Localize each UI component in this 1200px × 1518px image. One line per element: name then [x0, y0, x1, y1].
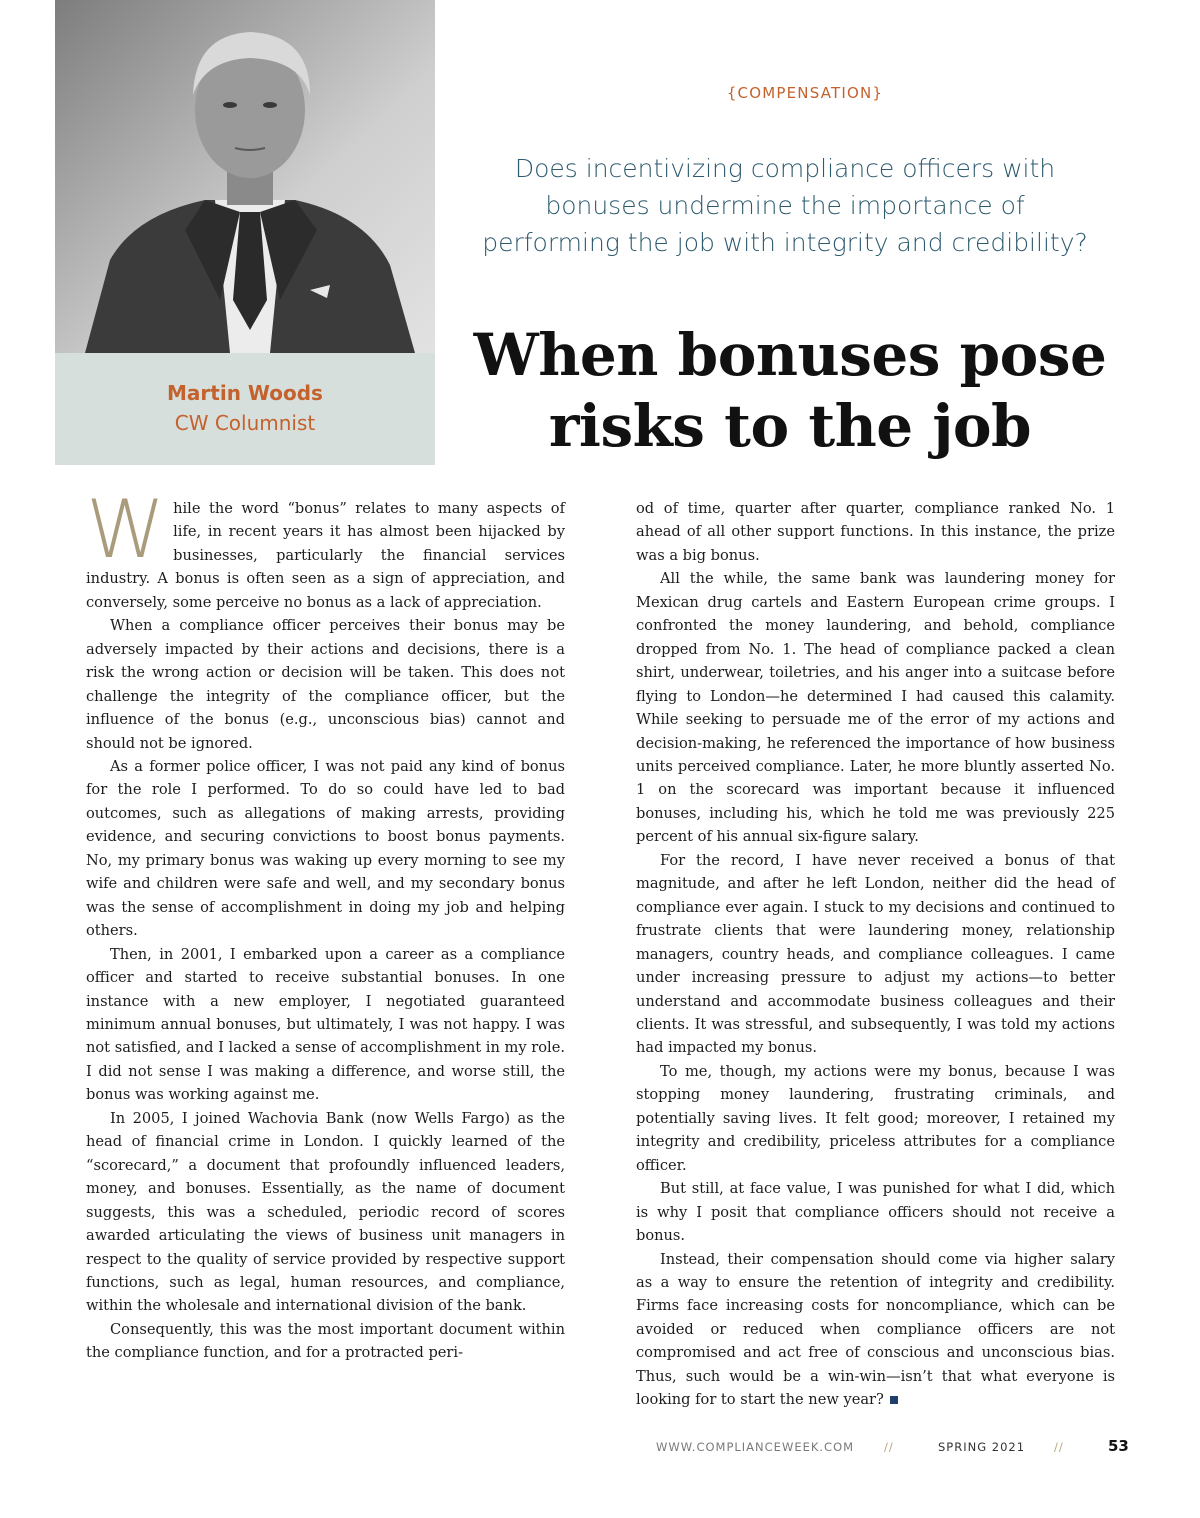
footer-separator: //	[1054, 1440, 1064, 1454]
article-paragraph: Then, in 2001, I embarked upon a career as a compliance officer and started to receive substantial bonuses. In one instance with a new employer, I negotiated guaranteed minimum annual bonuses, but ultimately, I was not happy. I was not satisfied, and I lacked a sense of accomplishment in my role. I did not sense I was making a difference, and worse still, the bonus was working against me.	[86, 945, 565, 1104]
article-paragraph	[636, 1248, 1115, 1412]
article-paragraph: All the while, the same bank was laundering money for Mexican drug cartels and Eastern European crime groups. I confronted the money laundering, and behold, compliance dropped from No. 1. The head of compliance packed a clean shirt, underwear, toiletries, and his anger into a suitcase before flying to London—he determined I had caused this calamity. While seeking to persuade me of the error of my actions and decision-making, he referenced the importance of how business units perceived compliance. Later, he more bluntly asserted No. 1 on the scorecard was important because it influenced bonuses, including his, which he told me was previously 225 percent of his annual six-figure salary.	[636, 570, 1115, 846]
article-paragraph: When a compliance officer perceives their bonus may be adversely impacted by their actions and decisions, there is a risk the wrong action or decision will be taken. This does not challenge the integrity of the compliance officer, but the influence of the bonus (e.g., unconscious bias) cannot and should not be ignored.	[86, 617, 565, 752]
headline-line-1: When bonuses pose	[473, 321, 1107, 389]
drop-cap: W	[86, 483, 166, 576]
byline-box	[55, 353, 435, 465]
headline-line-2: risks to the job	[548, 392, 1032, 460]
footer-issue: SPRING 2021	[938, 1440, 1026, 1454]
article-paragraph: In 2005, I joined Wachovia Bank (now Wells Fargo) as the head of financial crime in London. I quickly learned of the “scorecard,” a document that profoundly influenced leaders, money, and bonuses. Essentially, as the name of document suggests, this was a scheduled, periodic record of scores awarded articulating the views of business unit managers in respect to the quality of service provided by respective support functions, such as legal, human resources, and compliance, within the wholesale and international division of the bank.	[86, 1109, 565, 1315]
author-photo	[55, 0, 435, 353]
paragraph-text: Instead, their compensation should come via higher salary as a way to ensure the retention of integrity and credibility. Firms face increasing costs for noncompliance, which can be avoided or reduced when compliance officers are not compromised and act free of conscious and unconscious bias. Thus, such would be a win-win—isn’t that what everyone is looking for to start the new year?	[636, 1250, 1115, 1409]
page-footer	[600, 1438, 1130, 1458]
footer-separator: //	[884, 1440, 894, 1454]
article-column-right	[636, 497, 1115, 1412]
article-paragraph: od of time, quarter after quarter, compliance ranked No. 1 ahead of all other support functions. In this instance, the prize was a big bonus.	[636, 500, 1115, 564]
footer-url: WWW.COMPLIANCEWEEK.COM	[656, 1440, 855, 1454]
author-role: CW Columnist	[174, 411, 316, 435]
article-paragraph: To me, though, my actions were my bonus, because I was stopping money laundering, frustrating criminals, and potentially saving lives. It felt good; moreover, I retained my integrity and credibility, priceless attributes for a compliance officer.	[636, 1062, 1115, 1174]
article-column-left	[86, 483, 565, 1365]
author-panel	[55, 0, 435, 465]
article-paragraph	[86, 483, 565, 614]
end-mark-icon	[890, 1396, 898, 1404]
article-paragraph: For the record, I have never received a bonus of that magnitude, and after he left London, neither did the head of compliance ever again. I stuck to my decisions and continued to frustrate clients that were laundering money, relationship managers, country heads, and compliance colleagues. I came under increasing pressure to adjust my actions—to better understand and accommodate business colleagues and their clients. It was stressful, and subsequently, I was told my actions had impacted my bonus.	[636, 851, 1115, 1057]
article-headline	[440, 320, 1140, 462]
article-paragraph: Consequently, this was the most important document within the compliance function, and for a protracted peri-	[86, 1320, 565, 1362]
author-portrait-illustration	[55, 0, 435, 353]
article-deck: Does incentivizing compliance officers with bonuses undermine the importance of performing the job with integrity and credibility?	[482, 154, 1088, 257]
paragraph-text: hile the word “bonus” relates to many aspects of life, in recent years it has almost been hijacked by businesses, particularly the financial services industry. A bonus is often seen as a sign of appreciation, and conversely, some perceive no bonus as a lack of appreciation.	[86, 500, 565, 611]
author-name: Martin Woods	[167, 381, 323, 405]
article-paragraph: But still, at face value, I was punished for what I did, which is why I posit that compliance officers should not receive a bonus.	[636, 1180, 1115, 1245]
section-tag: {COMPENSATION}	[726, 84, 884, 102]
page-number: 53	[1108, 1437, 1129, 1455]
article-paragraph: As a former police officer, I was not paid any kind of bonus for the role I performed. To do so could have led to bad outcomes, such as allegations of making arrests, providing evidence, and securing convictions to boost bonus payments. No, my primary bonus was waking up every morning to see my wife and children were safe and well, and my secondary bonus was the sense of accomplishment in doing my job and helping others.	[86, 757, 565, 940]
